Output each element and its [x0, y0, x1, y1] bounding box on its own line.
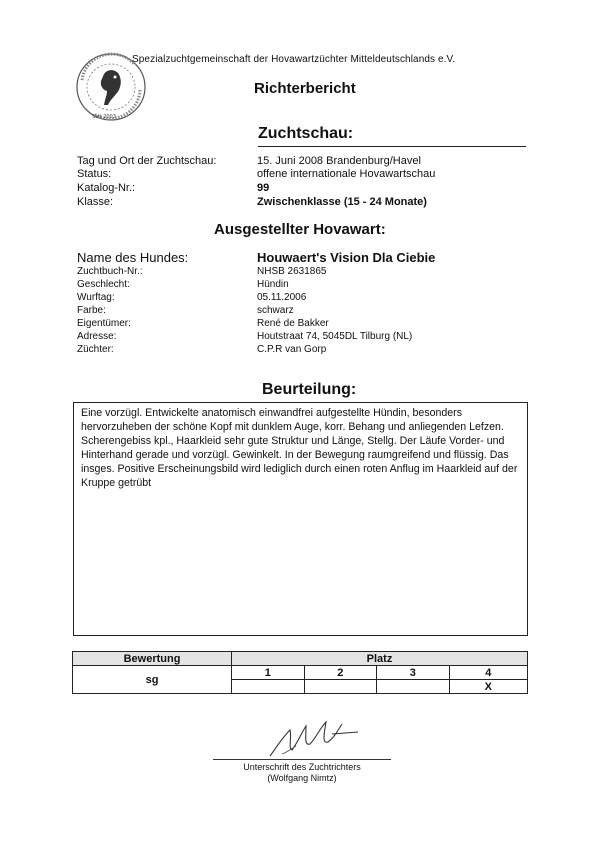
- place-2-mark: [304, 680, 377, 694]
- catalog-number-value: 99: [257, 182, 270, 194]
- grading-table: [72, 651, 528, 694]
- place-1-mark: [232, 680, 305, 694]
- address-value: Houtstraat 74, 5045DL Tilburg (NL): [257, 331, 413, 342]
- catalog-number-label: Katalog-Nr.:: [77, 182, 136, 194]
- class-label: Klasse:: [77, 196, 114, 208]
- signature-caption: [213, 762, 391, 784]
- dog-name-label: Name des Hundes:: [77, 250, 189, 265]
- heading-rule: [258, 146, 526, 147]
- place-3: 3: [377, 666, 450, 680]
- owner-value: René de Bakker: [257, 318, 329, 329]
- birthdate-label: Wurftag:: [77, 292, 115, 303]
- show-date-label: Tag und Ort der Zuchtschau:: [77, 155, 217, 167]
- section-heading-dog: Ausgestellter Hovawart:: [214, 221, 386, 238]
- signature-scribble: [262, 708, 372, 764]
- logo-year: Seit 2003: [92, 114, 116, 120]
- owner-label: Eigentümer:: [77, 318, 131, 329]
- show-status-label: Status:: [77, 168, 112, 180]
- studbook-label: Zuchtbuch-Nr.:: [77, 266, 143, 277]
- class-value: Zwischenklasse (15 - 24 Monate): [257, 196, 427, 208]
- color-label: Farbe:: [77, 305, 106, 316]
- place-2: 2: [304, 666, 377, 680]
- place-1: 1: [232, 666, 305, 680]
- sex-value: Hündin: [257, 279, 289, 290]
- place-3-mark: [377, 680, 450, 694]
- breeder-label: Züchter:: [77, 344, 114, 355]
- platz-header: Platz: [232, 652, 528, 666]
- show-date-value: 15. Juni 2008 Brandenburg/Havel: [257, 155, 421, 167]
- signature-caption-title: Unterschrift des Zuchtrichters: [243, 762, 361, 772]
- section-heading-assessment: Beurteilung:: [262, 381, 357, 398]
- color-value: schwarz: [257, 305, 294, 316]
- sex-label: Geschlecht:: [77, 279, 130, 290]
- bewertung-header: Bewertung: [73, 652, 232, 666]
- assessment-text: Eine vorzügl. Entwickelte anatomisch einwandfrei aufgestellte Hündin, besonders hervorzuheben der schöne Kopf mit dunklem Auge, korr. Behang und anliegenden Lefzen. Scherengebiss kpl., Haarkleid sehr gute Struktur und Länge, Stellg. Der Läufe Vorder- und Hinterhand gerade und vorzügl. Gewinkelt. In der Bewegung raumgreifend und flüssig. Das insges. Positive Erscheinungsbild wird lediglich durch einen roten Anflug im Haarkleid auf der Kruppe getrübt: [81, 407, 518, 489]
- place-4: 4: [449, 666, 527, 680]
- place-4-mark: X: [449, 680, 527, 694]
- section-heading-show: Zuchtschau:: [258, 125, 354, 142]
- grade-value: sg: [73, 666, 232, 694]
- document-title: Richterbericht: [254, 80, 356, 97]
- grading-places-row: [73, 666, 528, 680]
- grading-header-row: [73, 652, 528, 666]
- show-status-value: offene internationale Hovawartschau: [257, 168, 436, 180]
- signature-line: [213, 759, 391, 760]
- studbook-value: NHSB 2631865: [257, 266, 327, 277]
- judge-name: (Wolfgang Nimtz): [267, 773, 337, 783]
- dog-name-value: Houwaert's Vision Dla Ciebie: [257, 250, 436, 265]
- breeder-value: C.P.R van Gorp: [257, 344, 327, 355]
- address-label: Adresse:: [77, 331, 117, 342]
- birthdate-value: 05.11.2006: [257, 292, 307, 303]
- organization-name: Spezialzuchtgemeinschaft der Hovawartzüchter Mitteldeutschlands e.V.: [132, 54, 456, 65]
- club-logo-graphic: [74, 50, 148, 124]
- club-logo: [74, 50, 148, 124]
- judge-signature: [262, 708, 372, 764]
